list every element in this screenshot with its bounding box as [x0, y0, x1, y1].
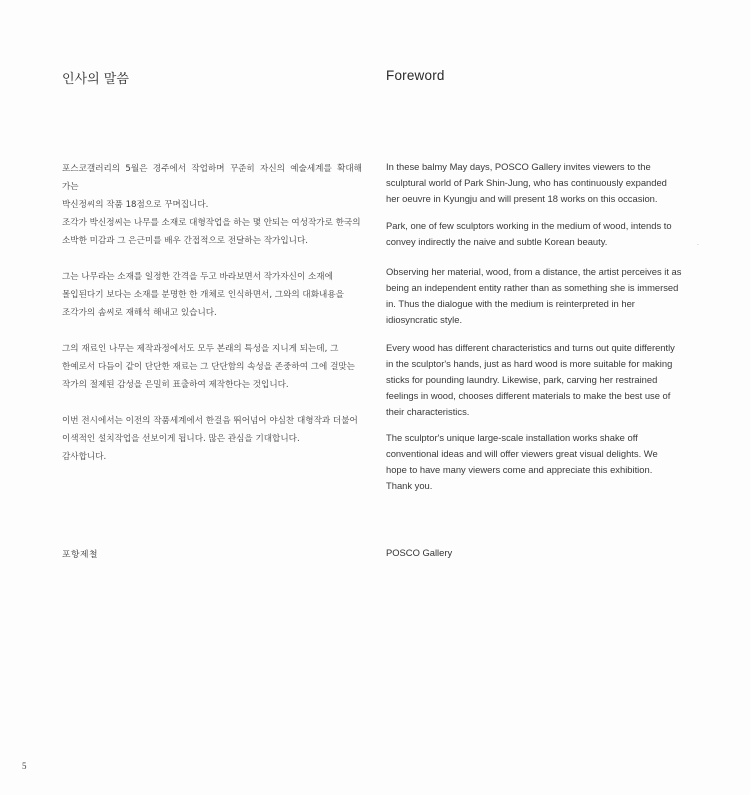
english-paragraph-3: Observing her material, wood, from a distance, the artist perceives it as being an independent entity rather than as something she is immersed in. Thus the dialogue with the medium is reinterpreted in her idiosyncratic style. [386, 266, 682, 325]
english-paragraph-2: Park, one of few sculptors working in the medium of wood, intends to convey indirectly the naive and subtle Korean beauty. [386, 220, 672, 247]
print-speck: . [697, 240, 699, 247]
korean-paragraph-4: 그의 재료인 나무는 제작과정에서도 모두 본래의 특성을 지니게 되는데, 그 한예로서 다듬이 같이 단단한 재료는 그 단단함의 속성을 존중하여 그에 걸맞는 작가의 절제된 감성을 은밀히 표출하여 제작한다는 것입니다. [62, 344, 355, 390]
english-paragraph-4: Every wood has different characteristics and turns out quite differently in the sculptor's hands, just as hard wood is more suitable for making sticks for pounding laundry. Likewise, park, carving her restrained feelings in wood, chooses different materials to make the best use of their characteristics. [386, 342, 675, 417]
korean-paragraph-1: 포스코갤러리의 5월은 경주에서 작업하며 꾸준히 자신의 예술세계를 확대해 가는 박신정씨의 작품 18점으로 꾸며집니다. [62, 164, 362, 210]
english-paragraph-1: In these balmy May days, POSCO Gallery invites viewers to the sculptural world of Park Shin-Jung, who has continuously expanded her oeuvre in Kyungju and will present 18 works on this occasion. [386, 161, 667, 204]
korean-paragraph-3: 그는 나무라는 소재를 일정한 간격을 두고 바라보면서 작가자신이 소재에 몰입된다기 보다는 소재를 분명한 한 개체로 인식하면서, 그와의 대화내용을 조각가의 솜씨로 재해석 해내고 있습니다. [62, 272, 344, 318]
korean-title: 인사의 말씀 [62, 72, 129, 87]
english-paragraph-5: The sculptor's unique large-scale installation works shake off conventional ideas and will offer viewers great visual delights. We hope to have many viewers come and appreciate this exhibition. Thank you. [386, 432, 658, 491]
korean-signature: 포항제철 [62, 550, 98, 560]
korean-paragraph-2: 조각가 박신정씨는 나무를 소재로 대형작업을 하는 몇 안되는 여성작가로 한국의 소박한 미감과 그 은근미를 배우 간접적으로 전달하는 작가입니다. [62, 218, 361, 246]
page-number: 5 [22, 761, 27, 771]
korean-paragraph-5: 이번 전시에서는 이전의 작품세계에서 한걸음 뛰어넘어 야심찬 대형작과 더불어 이색적인 설치작업을 선보이게 됩니다. 많은 관심을 기대합니다. 감사합니다. [62, 416, 358, 462]
english-title: Foreword [386, 68, 445, 83]
english-signature: POSCO Gallery [386, 547, 453, 558]
